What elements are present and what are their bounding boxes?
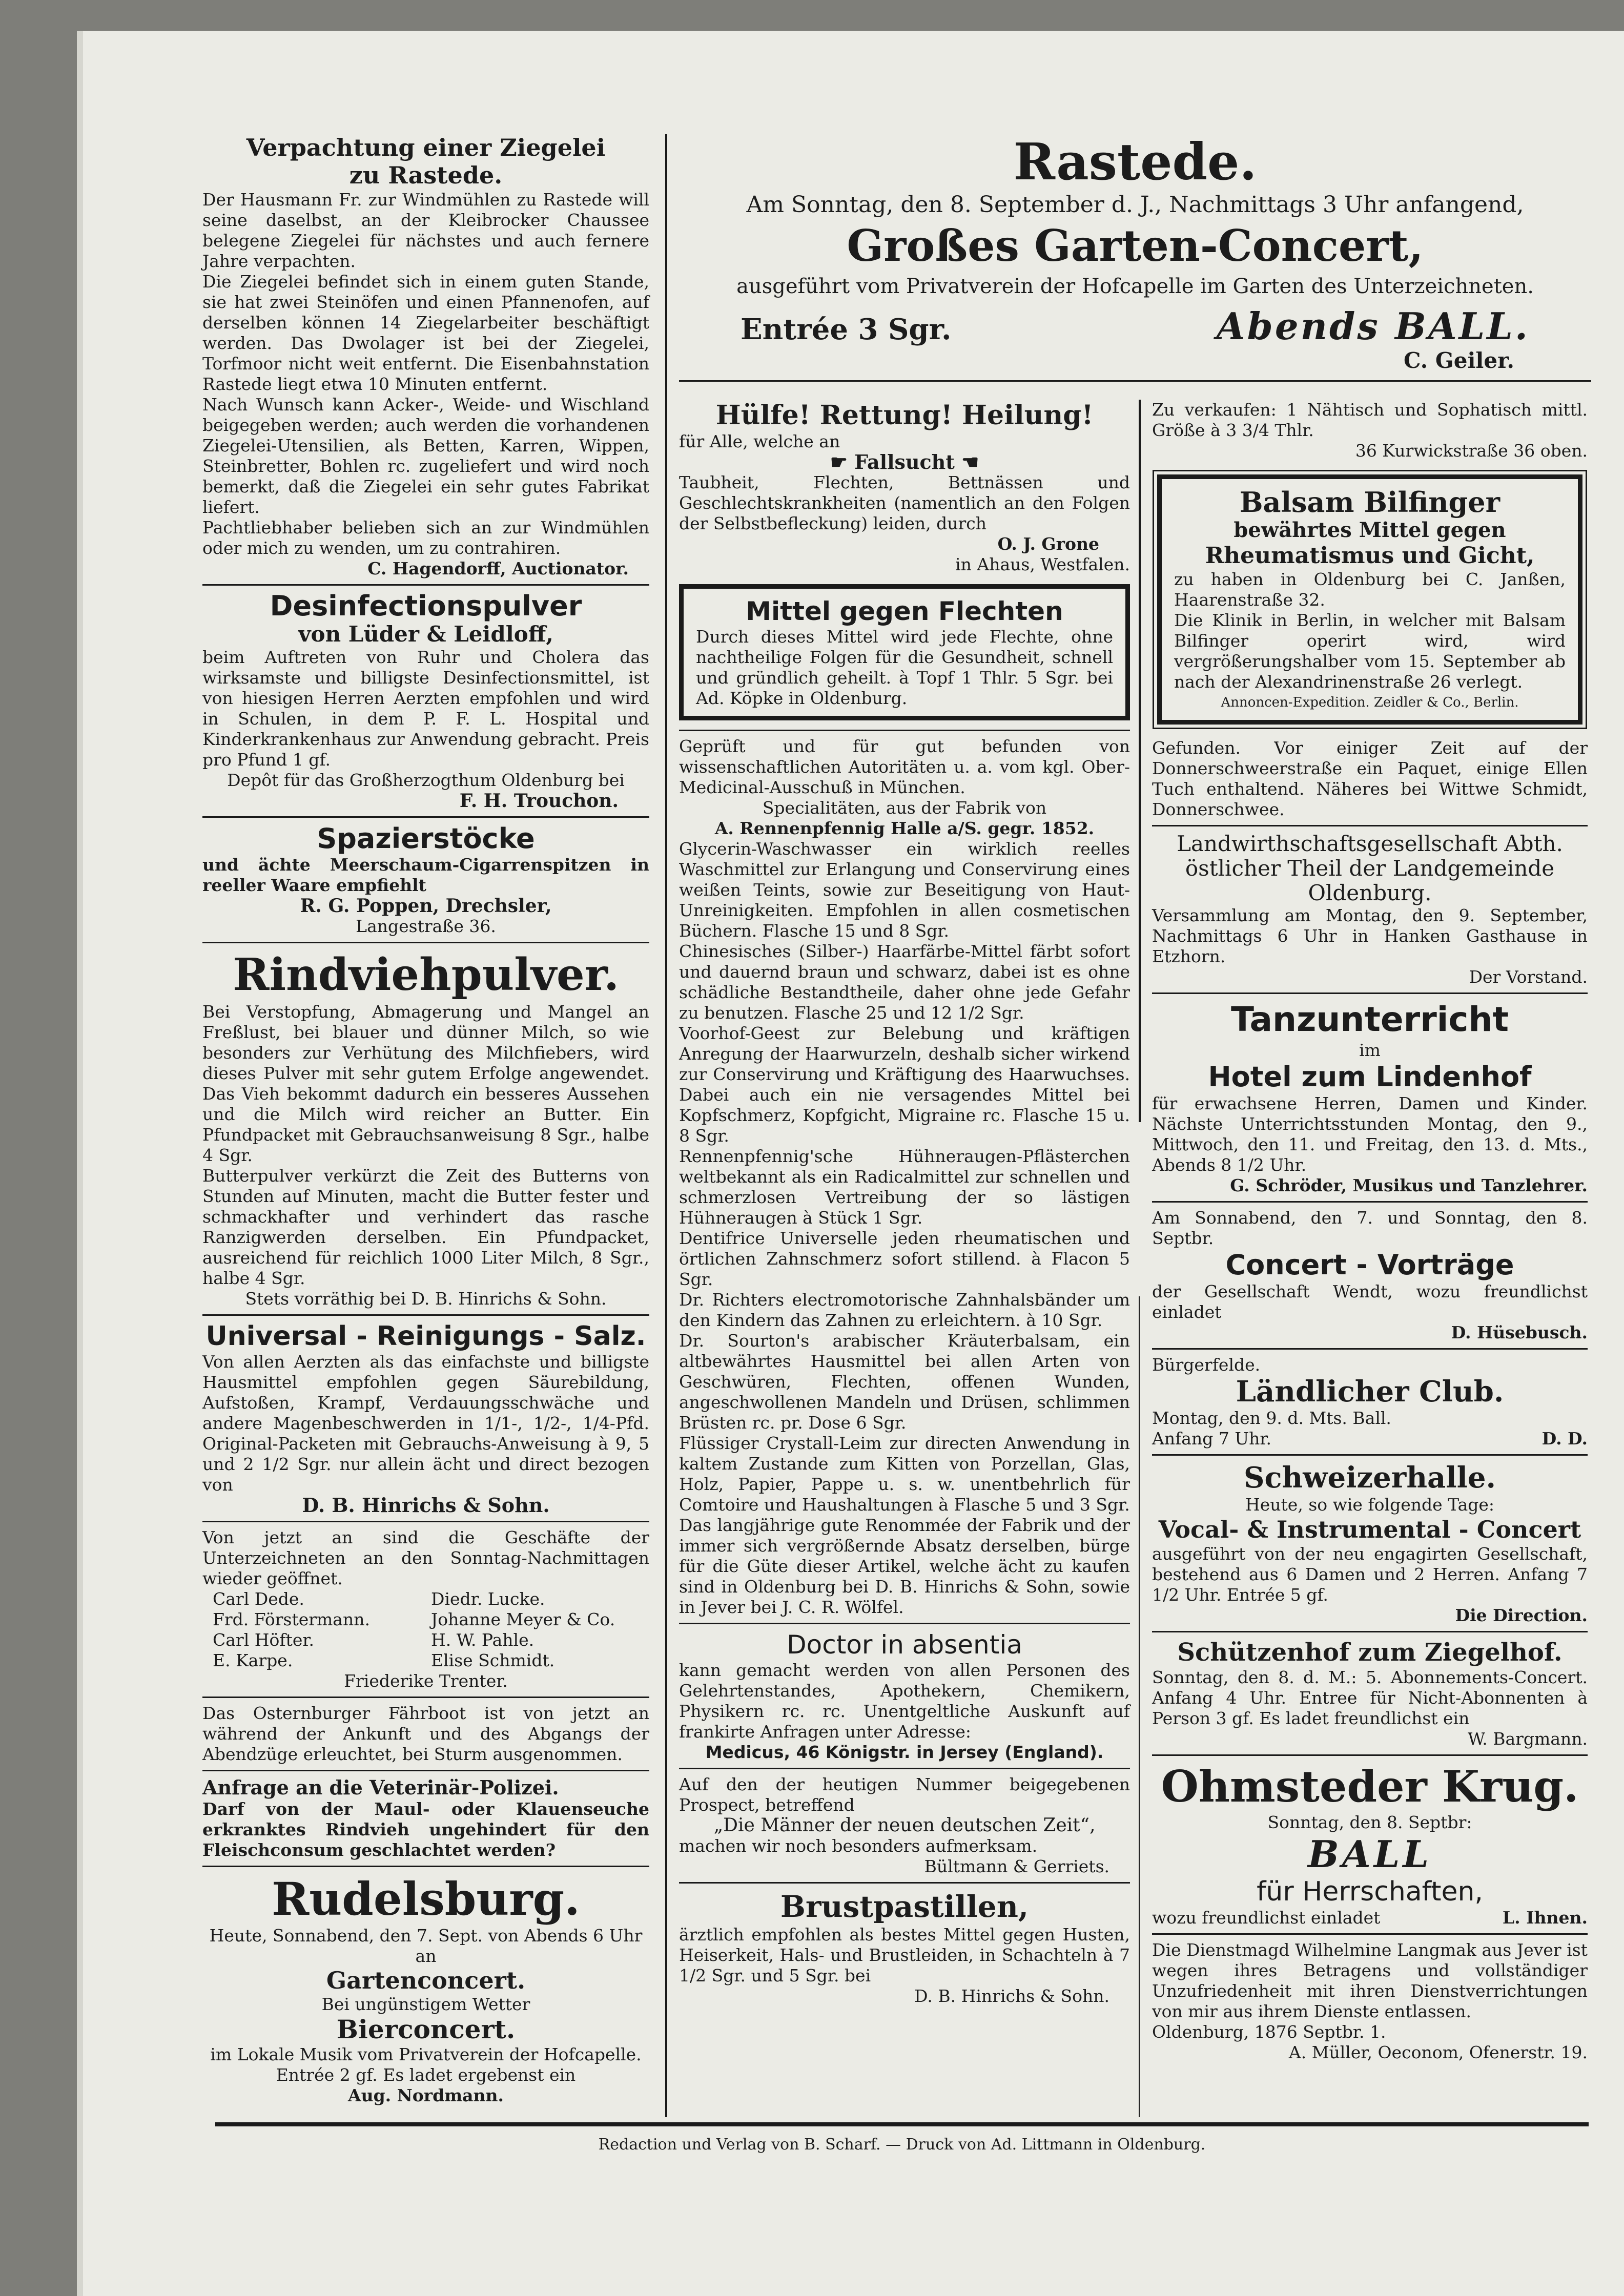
column-rule-right-lower [1139, 1296, 1140, 2117]
ad-text: ärztlich empfohlen als bestes Mittel gegen Husten, Heiserkeit, Hals- und Brustleiden, in Schachteln à 7 1/2 Sgr. und 5 Sgr. bei [679, 1925, 1130, 1985]
column-2 [679, 400, 1130, 2007]
ad-signature: R. G. Poppen, Drechsler, [300, 895, 552, 917]
ad-signature: L. Ihnen. [1502, 1908, 1588, 1928]
ad-subtitle: von Lüder & Leidloff, [298, 622, 553, 647]
ad-text: Darf von der Maul- oder Klauenseuche erkranktes Rindvieh ungehindert für den Fleischconsum geschlachtet werden? [202, 1799, 649, 1860]
ad-text: Dentifrice Universelle jeden rheumatischen und örtlichen Zahnschmerz sofort stillend. à Flacon 5 Sgr. [679, 1228, 1130, 1289]
ad-title: Landwirthschaftsgesellschaft Abth. östlicher Theil der Landgemeinde Oldenburg. [1177, 831, 1563, 905]
ad-text: Der Hausmann Fr. zur Windmühlen zu Rastede will seine daselbst, an der Kleibrocker Chaussee belegene Ziegelei für nächstes und auch fernere Jahre verpachten. [202, 190, 649, 271]
boxed-ad [1157, 474, 1582, 725]
ad-signature: C. Hagendorff, Auctionator. [367, 559, 629, 578]
ad-signature: D. Hüsebusch. [1451, 1322, 1588, 1342]
ad-text: Die Ziegelei befindet sich in einem guten Stande, sie hat zwei Steinöfen und einen Pfannenofen, auf derselben können 14 Ziegelarbeiter beschäftigt werden. Das Dwolager ist bei der Ziegelei, Torfmoor nicht weit entfernt. Die Eisenbahnstation Rastede liegt etwa 10 Minuten entfernt. [202, 272, 649, 394]
ad-title: Ohmsteder Krug. [1161, 1761, 1579, 1812]
ad-title: Anfrage an die Veterinär-Polizei. [202, 1776, 559, 1799]
ad-text: ausgeführt von der neu engagirten Gesellschaft, bestehend aus 6 Damen und 2 Herren. Anfang 7 1/2 Uhr. Entrée 5 gf. [1152, 1544, 1588, 1605]
ad-text: im [1359, 1040, 1381, 1060]
ad-text: Das Osternburger Fährboot ist von jetzt an während der Ankunft und des Abgangs der Abendzüge erleuchtet, bei Sturm ausgenommen. [202, 1703, 649, 1764]
ad-signature: Bültmann & Gerriets. [924, 1856, 1109, 1876]
ad-text: Taubheit, Flechten, Bettnässen und Geschlechtskrankheiten (namentlich an den Folgen der Selbstbefleckung) leiden, durch [679, 472, 1130, 533]
ad-title: Schweizerhalle. [1244, 1461, 1496, 1495]
ad-text: und ächte Meerschaum-Cigarrenspitzen in reeller Waare empfiehlt [202, 855, 649, 895]
ad-signature: W. Bargmann. [1468, 1729, 1588, 1749]
pointing-hand-icon: ☚ [961, 450, 979, 473]
ad-text: Specialitäten, aus der Fabrik von [762, 798, 1047, 818]
ad-text: Heute, so wie folgende Tage: [1245, 1495, 1495, 1515]
divider [202, 942, 649, 943]
ad-title: Tanzunterricht [1230, 1000, 1509, 1039]
ad-text: Auf den der heutigen Nummer beigegebenen Prospect, betreffend [679, 1774, 1130, 1815]
ad-text: Anfang 7 Uhr. [1152, 1429, 1272, 1449]
ad-headline: Bierconcert. [336, 2014, 516, 2044]
divider [679, 730, 1130, 731]
ad-text: Montag, den 9. d. Mts. Ball. [1152, 1408, 1391, 1428]
ad-ball: Abends BALL. [1216, 304, 1530, 348]
ad-headline: Großes Garten-Concert, [847, 220, 1424, 271]
divider [1152, 1631, 1588, 1632]
ad-signature: D. B. Hinrichs & Sohn. [914, 1986, 1109, 2006]
ad-title: Verpachtung einer Ziegelei [246, 134, 606, 161]
ad-text: im Lokale Musik vom Privatverein der Hofcapelle. Entrée 2 gf. Es ladet ergebenst ein [210, 2044, 642, 2085]
ad-address: 36 Kurwickstraße 36 oben. [1355, 441, 1588, 461]
ad-title: Hülfe! Rettung! Heilung! [715, 400, 1094, 431]
ad-text: für erwachsene Herren, Damen und Kinder. Nächste Unterrichtsstunden Montag, den 9., Mittwoch, den 11. und Freitag, den 13. d. Mts., Abends 8 1/2 Uhr. [1152, 1093, 1588, 1175]
column-3 [1152, 400, 1588, 2063]
list-item: Frd. Förstermann. [213, 1609, 370, 1629]
ad-text: machen wir noch besonders aufmerksam. [679, 1836, 1038, 1856]
divider [202, 1697, 649, 1698]
list-item: Carl Höfter. [213, 1630, 315, 1650]
ad-text: Voorhof-Geest zur Belebung und kräftigen Anregung der Haarwurzeln, deshalb sicher wirkend zur Conservirung und Kräftigung des Haarwuchses. Dabei auch ein nie versagendes Mittel bei Kopfschmerz, Kopfgicht, Migraine rc. Flasche 15 u. 8 Sgr. [679, 1023, 1130, 1146]
ad-text: Zu verkaufen: 1 Nähtisch und Sophatisch mittl. Größe à 3 3/4 Thlr. [1152, 400, 1588, 440]
ad-headline: Vocal- & Instrumental - Concert [1158, 1516, 1581, 1543]
ad-headline: Gartenconcert. [326, 1967, 526, 1994]
divider [679, 1768, 1130, 1769]
ad-text: Gefunden. Vor einiger Zeit auf der Donnerschweerstraße ein Paquet, einige Ellen Tuch enthaltend. Näheres bei Wittwe Schmidt, Donnerschwee. [1152, 738, 1588, 819]
ad-title: Doctor in absentia [787, 1630, 1022, 1660]
ad-signature: G. Schröder, Musikus und Tanzlehrer. [1230, 1175, 1588, 1195]
imprint: Redaction und Verlag von B. Scharf. — Druck von Ad. Littmann in Oldenburg. [598, 2136, 1206, 2154]
rastede-concert-ad [679, 134, 1591, 387]
ad-signature: C. Geiler. [1403, 348, 1514, 373]
ad-text: Nach Wunsch kann Acker-, Weide- und Wischland beigegeben werden; auch werden die vorhandenen Ziegelei-Utensilien, als Betten, Karren, Wippen, Steinbretter, Bohlen rc. zugeliefert und wird noch bemerkt, daß die Ziegelei ein sehr gutes Fabrikat liefert. [202, 395, 649, 517]
ad-text: für Alle, welche an [679, 431, 840, 451]
ad-text: „Die Männer der neuen deutschen Zeit“, [713, 1815, 1096, 1836]
ad-signature: Aug. Nordmann. [347, 2085, 504, 2105]
ad-title: Ländlicher Club. [1236, 1375, 1504, 1409]
divider [679, 1882, 1130, 1884]
ad-title: Brustpastillen, [780, 1889, 1029, 1924]
ad-title: Desinfectionspulver [270, 590, 582, 622]
ad-line: ausgeführt vom Privatverein der Hofcapelle im Garten des Unterzeichneten. [736, 275, 1534, 298]
divider [679, 380, 1591, 382]
divider [202, 1314, 649, 1316]
ad-text: Die Dienstmagd Wilhelmine Langmak aus Jever ist wegen ihres Betragens und vollständiger Unzufriedenheit mit ihren Dienstverrichtungen von mir aus ihrem Dienste entlassen. [1152, 1940, 1588, 2021]
column-rule-right [1139, 400, 1141, 1122]
shop-name-list [202, 1589, 649, 1671]
ad-text: Heute, Sonnabend, den 7. Sept. von Abends 6 Uhr an [209, 1926, 643, 1966]
list-item: Friederike Trenter. [344, 1671, 508, 1691]
ad-text: Sonntag, den 8. Septbr: [1267, 1812, 1472, 1832]
ad-text: Chinesisches (Silber-) Haarfärbe-Mittel färbt sofort und dauernd braun und schwarz, dabei ist es ohne schädliche Bestandtheile, daher ohne jede Gefahr zu benutzen. Flasche 25 und 12 1/2 Sgr. [679, 941, 1130, 1023]
ad-subtitle: bewährtes Mittel gegen [1234, 518, 1506, 542]
ad-text: Dr. Richters electromotorische Zahnhalsbänder um den Kindern das Zahnen zu erleichtern. à 10 Sgr. [679, 1290, 1130, 1330]
ad-text: Das langjährige gute Renommée der Fabrik und der immer sich vergrößernde Absatz derselben, bürge für die Güte dieser Artikel, welche ächt zu kaufen sind in Oldenburg bei D. B. Hinrichs & Sohn, sowie in Jever bei J. C. R. Wölfel. [679, 1515, 1130, 1617]
ad-subtitle: für Herrschaften, [1257, 1876, 1483, 1907]
page-edge-shadow [77, 31, 83, 2296]
divider [202, 816, 649, 818]
divider [1152, 1754, 1588, 1756]
ad-text: Von allen Aerzten als das einfachste und billigste Hausmittel empfohlen gegen Säurebildung, Aufstoßen, Krampf, Verdauungsschwäche und andere Magenbeschwerden in 1/1-, 1/2-, 1/4-Pfd. Original-Packeten mit Gebrauchs-Anweisung à 9, 5 und 2 1/2 Sgr. nur allein ächt und direct bezogen von [202, 1352, 649, 1495]
ad-text: Bei Verstopfung, Abmagerung und Mangel an Freßlust, bei blauer und dünner Milch, so wie besonders zur Verhütung des Milchfiebers, wird dieses Pulver mit sehr gutem Erfolge angewendet. Das Vieh bekommt dadurch ein besseres Aussehen und die Milch wird reicher an Butter. Ein Pfundpacket mit Gebrauchsanweisung 8 Sgr., halbe 4 Sgr. [202, 1002, 649, 1165]
ad-address: in Ahaus, Westfalen. [955, 554, 1130, 574]
list-item: Carl Dede. [213, 1589, 304, 1609]
ad-keyword [679, 452, 1130, 472]
ad-text: Stets vorräthig bei D. B. Hinrichs & Sohn. [245, 1289, 607, 1309]
ad-headline: Concert - Vorträge [1225, 1249, 1514, 1281]
divider [1152, 1201, 1588, 1203]
divider [202, 584, 649, 586]
ad-text: Bürgerfelde. [1152, 1355, 1261, 1375]
ad-headline: BALL [1308, 1832, 1432, 1876]
ad-text: Butterpulver verkürzt die Zeit des Butterns von Stunden auf Minuten, macht die Butter fester und schmackhafter und verhindert das rasche Ranzigwerden derselben. Ein Pfundpacket, ausreichend für reichlich 1000 Liter Milch, 8 Sgr., halbe 4 Sgr. [202, 1166, 649, 1288]
ad-title: zu Rastede. [349, 161, 503, 189]
divider [202, 1521, 649, 1522]
column-rule-left [665, 134, 667, 2117]
divider [202, 1866, 649, 1867]
boxed-ad [679, 584, 1130, 720]
ad-text: beim Auftreten von Ruhr und Cholera das wirksamste und billigste Desinfectionsmittel, ist von hiesigen Herren Aerzten empfohlen und wird in Schulen, in dem P. F. L. Hospital und Kinderkrankenhaus zur Anwendung gebracht. Preis pro Pfund 1 gf. [202, 647, 649, 770]
divider [1152, 1348, 1588, 1350]
column-1 [202, 134, 649, 2106]
ad-signature: Der Vorstand. [1469, 967, 1588, 987]
divider [1152, 992, 1588, 994]
ad-keyword-text: Fallsucht [854, 450, 955, 473]
ad-title: Schützenhof zum Ziegelhof. [1177, 1638, 1563, 1667]
ad-signature: F. H. Trouchon. [459, 790, 619, 812]
ad-address: Medicus, 46 Königstr. in Jersey (England). [705, 1742, 1104, 1762]
divider [679, 1623, 1130, 1624]
ad-signature: D. B. Hinrichs & Sohn. [302, 1494, 550, 1517]
ad-text: zu haben in Oldenburg bei C. Janßen, Haarenstraße 32. [1174, 569, 1566, 610]
ad-title: Universal - Reinigungs - Salz. [205, 1321, 646, 1352]
ad-text: Pachtliebhaber belieben sich an zur Windmühlen oder mich zu wenden, um zu contrahiren. [202, 518, 649, 558]
pointing-hand-icon: ☛ [830, 450, 848, 473]
ad-text: Sonntag, den 8. d. M.: 5. Abonnements-Concert. Anfang 4 Uhr. Entree für Nicht-Abonnenten à Person 3 gf. Es ladet freundlichst ein [1152, 1667, 1588, 1728]
ad-text: Geprüft und für gut befunden von wissenschaftlichen Autoritäten u. a. vom kgl. Ober-Medicinal-Ausschuß in München. [679, 736, 1130, 797]
footer-rule [215, 2122, 1589, 2126]
divider [1152, 1454, 1588, 1456]
ad-title: Spazierstöcke [317, 822, 535, 855]
ad-text: Bei ungünstigem Wetter [321, 1994, 530, 2014]
ad-text: Dr. Sourton's arabischer Kräuterbalsam, ein altbewährtes Hausmittel bei allen Arten von Geschwüren, Flechten, offenen Wunden, angeschwollenen Mandeln und Drüsen, schlimmen Brüsten rc. pr. Dose 6 Sgr. [679, 1331, 1130, 1433]
ad-text: der Gesellschaft Wendt, wozu freundlichst einladet [1152, 1281, 1588, 1322]
ad-title: Balsam Bilfinger [1239, 486, 1500, 519]
ad-signature: O. J. Grone [997, 534, 1099, 554]
ad-title: Rudelsburg. [272, 1872, 580, 1926]
list-item: Johanne Meyer & Co. [431, 1609, 615, 1629]
list-item: H. W. Pahle. [431, 1630, 535, 1650]
ad-entree: Entrée 3 Sgr. [741, 313, 952, 346]
ad-title: Rastede. [1013, 133, 1257, 192]
ad-subtitle: Rheumatismus und Gicht, [1205, 543, 1535, 569]
ad-text: Am Sonnabend, den 7. und Sonntag, den 8. Septbr. [1152, 1208, 1588, 1248]
ad-text: Versammlung am Montag, den 9. September, Nachmittags 6 Uhr in Hanken Gasthause in Etzhorn. [1152, 905, 1588, 966]
ad-text: Die Klinik in Berlin, in welcher mit Balsam Bilfinger operirt wird, wird vergrößerungshalber vom 15. September ab nach der Alexandrinenstraße 26 verlegt. [1174, 610, 1566, 692]
ad-text: Glycerin-Waschwasser ein wirklich reelles Waschmittel zur Erlangung und Conservirung eines weißen Teints, sowie zur Beseitigung von Haut-Unreinigkeiten. Empfohlen in allen cosmetischen Büchern. Flasche 15 und 8 Sgr. [679, 839, 1130, 941]
list-item: E. Karpe. [213, 1650, 293, 1670]
ad-text: Von jetzt an sind die Geschäfte der Unterzeichneten an den Sonntag-Nachmittagen wieder geöffnet. [202, 1527, 649, 1588]
divider [202, 1770, 649, 1771]
ad-signature: D. D. [1541, 1429, 1588, 1449]
ad-address: Langestraße 36. [356, 916, 496, 936]
ad-headline: Hotel zum Lindenhof [1208, 1061, 1532, 1093]
list-item: Elise Schmidt. [431, 1650, 555, 1670]
ad-signature: A. Müller, Oeconom, Ofenerstr. 19. [1288, 2042, 1588, 2062]
ad-title: Mittel gegen Flechten [746, 596, 1063, 626]
ad-text: kann gemacht werden von allen Personen des Gelehrtenstandes, Apothekern, Chemikern, Physikern rc. rc. Unentgeltliche Auskunft auf frankirte Anfragen unter Adresse: [679, 1660, 1130, 1742]
ad-text: Depôt für das Großherzogthum Oldenburg bei [227, 770, 625, 790]
ad-text: Rennenpfennig'sche Hühneraugen-Pflästerchen weltbekannt als ein Radicalmittel zur schnellen und schmerzlosen Vertreibung der so lästigen Hühneraugen à Stück 1 Sgr. [679, 1146, 1130, 1228]
list-item: Diedr. Lucke. [431, 1589, 545, 1609]
ad-text: Flüssiger Crystall-Leim zur directen Anwendung in kaltem Zustande zum Kitten von Porzellan, Glas, Holz, Papier, Pappe u. s. w. unentbehrlich für Comtoire und Haushaltungen à Flasche 5 und 3 Sgr. [679, 1433, 1130, 1515]
ad-signature: Die Direction. [1455, 1605, 1588, 1625]
ad-note: Annoncen-Expedition. Zeidler & Co., Berlin. [1221, 695, 1519, 710]
divider [1152, 1933, 1588, 1935]
ad-text: Durch dieses Mittel wird jede Flechte, ohne nachtheilige Folgen für die Gesundheit, schnell und gründlich geheilt. à Topf 1 Thlr. 5 Sgr. bei Ad. Köpke in Oldenburg. [696, 627, 1113, 708]
ad-line: Am Sonntag, den 8. September d. J., Nachmittags 3 Uhr anfangend, [746, 192, 1524, 218]
ad-title: Rindviehpulver. [232, 949, 620, 1001]
divider [1152, 825, 1588, 826]
ad-text: Oldenburg, 1876 Septbr. 1. [1152, 2022, 1386, 2042]
ad-text: wozu freundlichst einladet [1152, 1908, 1381, 1928]
ad-text: A. Rennenpfennig Halle a/S. gegr. 1852. [714, 818, 1095, 838]
